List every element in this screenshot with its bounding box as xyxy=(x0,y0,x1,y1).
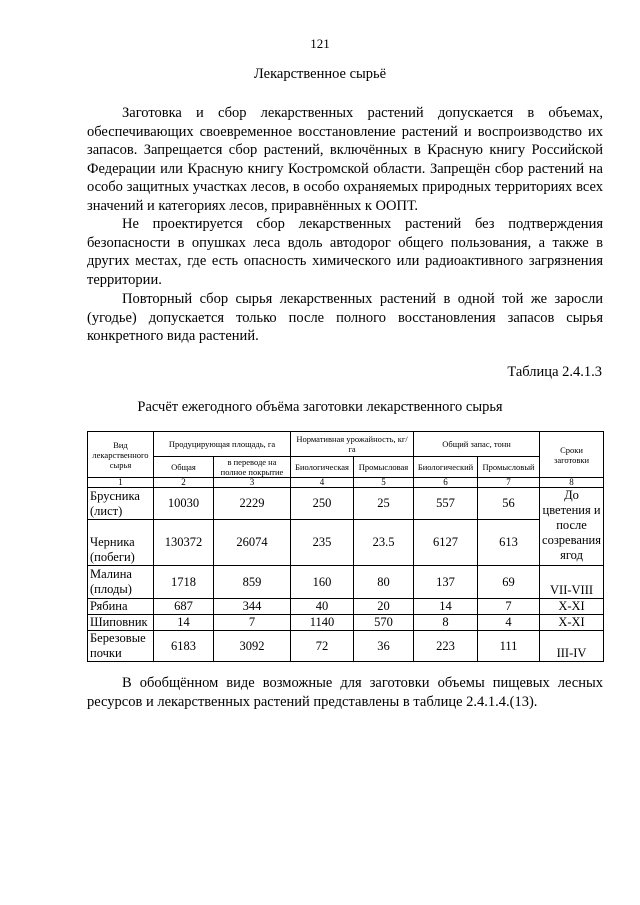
header-yield-ind: Промысловая xyxy=(354,457,414,478)
header-yield-bio: Биологическая xyxy=(291,457,354,478)
table-row xyxy=(88,488,604,520)
cell-term-merged: До цветения и после созревания ягод xyxy=(540,488,604,566)
section-heading: Лекарственное сырьё xyxy=(253,66,387,82)
header-yield: Нормативная урожайность, кг/га xyxy=(291,432,414,457)
col-number: 7 xyxy=(478,478,540,488)
cell-area-total: 14 xyxy=(154,615,214,631)
cell-yield-ind: 25 xyxy=(354,488,414,520)
cell-area-full: 26074 xyxy=(214,520,291,566)
cell-stock-ind: 4 xyxy=(478,615,540,631)
cell-stock-ind: 613 xyxy=(478,520,540,566)
cell-yield-bio: 40 xyxy=(291,599,354,615)
cell-term: VII-VIII xyxy=(540,566,604,599)
cell-yield-ind: 23.5 xyxy=(354,520,414,566)
cell-area-total: 10030 xyxy=(154,488,214,520)
col-number: 1 xyxy=(88,478,154,488)
row-name: Черника (побеги) xyxy=(88,520,154,566)
row-name: Шиповник xyxy=(88,615,154,631)
cell-yield-bio: 250 xyxy=(291,488,354,520)
col-number: 6 xyxy=(414,478,478,488)
cell-area-full: 2229 xyxy=(214,488,291,520)
cell-area-total: 1718 xyxy=(154,566,214,599)
table-row xyxy=(88,631,604,662)
cell-stock-bio: 8 xyxy=(414,615,478,631)
col-number: 4 xyxy=(291,478,354,488)
cell-area-total: 687 xyxy=(154,599,214,615)
cell-stock-ind: 111 xyxy=(478,631,540,662)
table-label: Таблица 2.4.1.3 xyxy=(507,364,602,380)
cell-area-total: 130372 xyxy=(154,520,214,566)
cell-stock-bio: 14 xyxy=(414,599,478,615)
col-number: 3 xyxy=(214,478,291,488)
cell-yield-bio: 160 xyxy=(291,566,354,599)
cell-yield-bio: 235 xyxy=(291,520,354,566)
header-area: Продуцирующая площадь, га xyxy=(154,432,291,457)
table-row xyxy=(88,520,604,566)
cell-area-full: 344 xyxy=(214,599,291,615)
paragraph-1: Заготовка и сбор лекарственных растений допускается в объемах, обеспечивающих своевременное восстановление растений и воспроизводство их запасов. Запрещается сбор растений, включённых в Красную книгу Российской Федерации или Красную книгу Костромской области. Запрещён сбор растений на особо защитных участках лесов, в особо охраняемых природных территориях всех значений и категориях лесов, приравнённых к ООПТ. xyxy=(87,105,603,214)
cell-yield-ind: 36 xyxy=(354,631,414,662)
header-type: Вид лекарственного сырья xyxy=(88,432,154,478)
header-area-full: в переводе на полное покрытие xyxy=(214,457,291,478)
cell-stock-bio: 557 xyxy=(414,488,478,520)
cell-area-full: 3092 xyxy=(214,631,291,662)
row-name: Рябина xyxy=(88,599,154,615)
cell-yield-bio: 1140 xyxy=(291,615,354,631)
cell-term: X-XI xyxy=(540,615,604,631)
header-stock-ind: Промысловый xyxy=(478,457,540,478)
col-number: 8 xyxy=(540,478,604,488)
cell-yield-bio: 72 xyxy=(291,631,354,662)
cell-yield-ind: 20 xyxy=(354,599,414,615)
cell-term: III-IV xyxy=(540,631,604,662)
cell-stock-bio: 137 xyxy=(414,566,478,599)
header-area-total: Общая xyxy=(154,457,214,478)
cell-stock-ind: 69 xyxy=(478,566,540,599)
cell-stock-ind: 56 xyxy=(478,488,540,520)
header-stock: Общий запас, тонн xyxy=(414,432,540,457)
row-name: Брусника (лист) xyxy=(88,488,154,520)
cell-stock-ind: 7 xyxy=(478,599,540,615)
table-title: Расчёт ежегодного объёма заготовки лекарственного сырья xyxy=(137,399,503,415)
cell-stock-bio: 223 xyxy=(414,631,478,662)
col-number: 2 xyxy=(154,478,214,488)
cell-yield-ind: 80 xyxy=(354,566,414,599)
row-name: Березовые почки xyxy=(88,631,154,662)
cell-stock-bio: 6127 xyxy=(414,520,478,566)
paragraph-2: Не проектируется сбор лекарственных растений без подтверждения безопасности в опушках леса вдоль автодорог общего пользования, а также в других местах, где есть опасность химического или радиоактивного загрязнения территории. xyxy=(87,216,603,288)
cell-area-full: 859 xyxy=(214,566,291,599)
header-stock-bio: Биологический xyxy=(414,457,478,478)
cell-term: X-XI xyxy=(540,599,604,615)
harvest-table xyxy=(87,431,604,662)
col-number: 5 xyxy=(354,478,414,488)
row-name: Малина (плоды) xyxy=(88,566,154,599)
page-number: 121 xyxy=(310,36,330,51)
cell-yield-ind: 570 xyxy=(354,615,414,631)
closing-paragraph: В обобщённом виде возможные для заготовки объемы пищевых лесных ресурсов и лекарственных растений представлены в таблице 2.4.1.4.(13). xyxy=(87,675,603,710)
cell-area-total: 6183 xyxy=(154,631,214,662)
cell-area-full: 7 xyxy=(214,615,291,631)
table-row xyxy=(88,599,604,615)
table-row xyxy=(88,615,604,631)
table-row xyxy=(88,566,604,599)
header-term: Сроки заготовки xyxy=(540,432,604,478)
paragraph-3: Повторный сбор сырья лекарственных растений в одной той же заросли (угодье) допускается только после полного восстановления запасов сырья конкретного вида растений. xyxy=(87,291,603,345)
